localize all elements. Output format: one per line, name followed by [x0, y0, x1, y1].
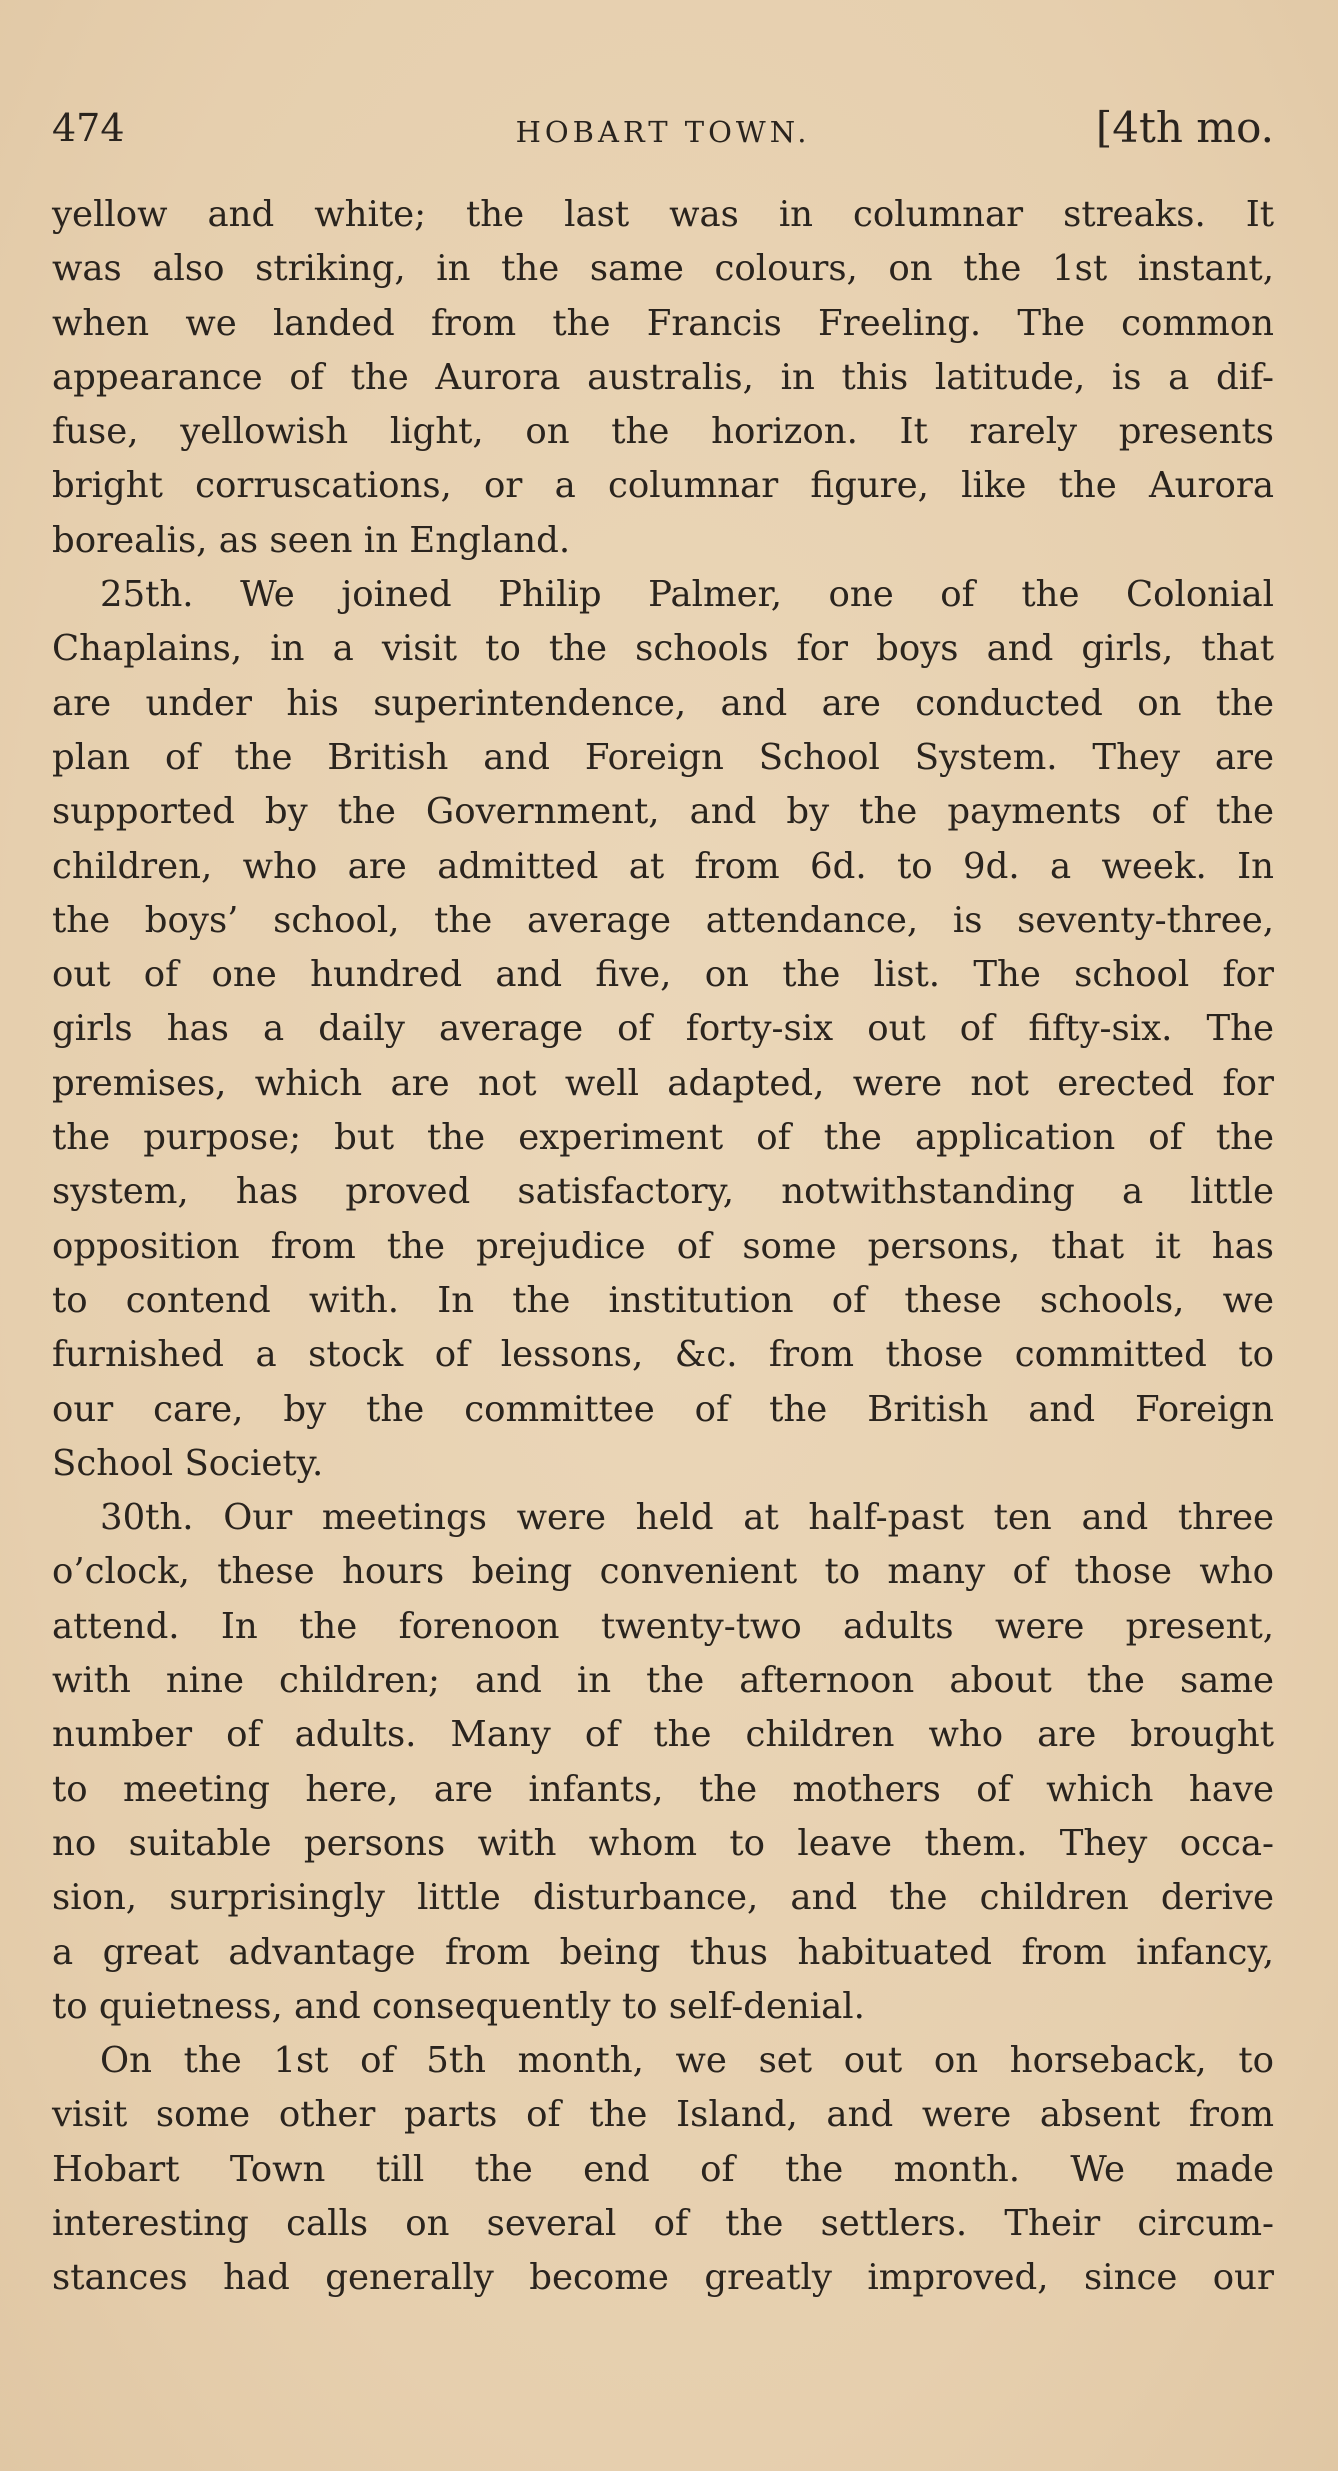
text-line: sion, surprisingly little disturbance, and the children derive — [52, 1877, 1274, 1919]
page-number: 474 — [52, 106, 125, 150]
date-marker: [4th mo. — [1095, 103, 1274, 152]
text-line: when we landed from the Francis Freeling. The common — [52, 302, 1274, 344]
text-line: to quietness, and consequently to self-denial. — [52, 1985, 865, 2027]
text-line: furnished a stock of lessons, &c. from those committed to — [52, 1334, 1274, 1376]
text-line: o’clock, these hours being convenient to many of those who — [52, 1551, 1274, 1593]
text-line: the purpose; but the experiment of the application of the — [52, 1117, 1274, 1159]
text-line: appearance of the Aurora australis, in this latitude, is a dif- — [52, 356, 1274, 398]
text-line: a great advantage from being thus habituated from infancy, — [52, 1931, 1274, 1973]
text-line: visit some other parts of the Island, and were absent from — [52, 2094, 1274, 2136]
text-line: bright corruscations, or a columnar figure, like the Aurora — [52, 465, 1274, 507]
text-line: premises, which are not well adapted, were not erected for — [52, 1062, 1274, 1104]
text-line: are under his superintendence, and are conducted on the — [52, 682, 1274, 724]
text-line: supported by the Government, and by the payments of the — [52, 791, 1274, 833]
text-line: yellow and white; the last was in columnar streaks. It — [52, 194, 1274, 235]
text-line: no suitable persons with whom to leave them. They occa- — [52, 1822, 1274, 1864]
text-line: On the 1st of 5th month, we set out on horseback, to — [100, 2040, 1274, 2082]
text-line: was also striking, in the same colours, on the 1st instant, — [52, 248, 1274, 290]
body-text — [52, 188, 1274, 2306]
text-line: to meeting here, are infants, the mothers of which have — [52, 1768, 1274, 1810]
text-line: system, has proved satisfactory, notwithstanding a little — [52, 1171, 1274, 1213]
text-line: girls has a daily average of forty-six out of fifty-six. The — [52, 1008, 1274, 1050]
text-line: our care, by the committee of the British and Foreign — [52, 1388, 1274, 1430]
text-line: 25th. We joined Philip Palmer, one of the Colonial — [100, 574, 1274, 616]
running-title: HOBART TOWN. — [515, 115, 811, 149]
text-line: plan of the British and Foreign School System. They are — [52, 736, 1274, 778]
running-header — [52, 98, 1274, 158]
text-line: out of one hundred and five, on the list. The school for — [52, 954, 1274, 996]
text-line: interesting calls on several of the settlers. Their circum- — [52, 2202, 1274, 2244]
text-line: stances had generally become greatly improved, since our — [52, 2257, 1274, 2299]
text-line: Chaplains, in a visit to the schools for boys and girls, that — [52, 628, 1274, 670]
text-line: children, who are admitted at from 6d. to 9d. a week. In — [52, 845, 1274, 887]
text-line: with nine children; and in the afternoon about the same — [52, 1660, 1274, 1702]
text-line: number of adults. Many of the children who are brought — [52, 1714, 1274, 1756]
text-line: opposition from the prejudice of some persons, that it has — [52, 1225, 1274, 1267]
text-line: Hobart Town till the end of the month. We made — [52, 2148, 1274, 2190]
text-line: 30th. Our meetings were held at half-past ten and three — [100, 1497, 1274, 1539]
text-line: the boys’ school, the average attendance, is seventy-three, — [52, 899, 1274, 941]
text-line: borealis, as seen in England. — [52, 519, 571, 561]
text-line: School Society. — [52, 1442, 324, 1484]
text-line: to contend with. In the institution of these schools, we — [52, 1279, 1274, 1321]
text-line: fuse, yellowish light, on the horizon. It rarely presents — [52, 411, 1274, 453]
text-line: attend. In the forenoon twenty-two adults were present, — [52, 1605, 1274, 1647]
